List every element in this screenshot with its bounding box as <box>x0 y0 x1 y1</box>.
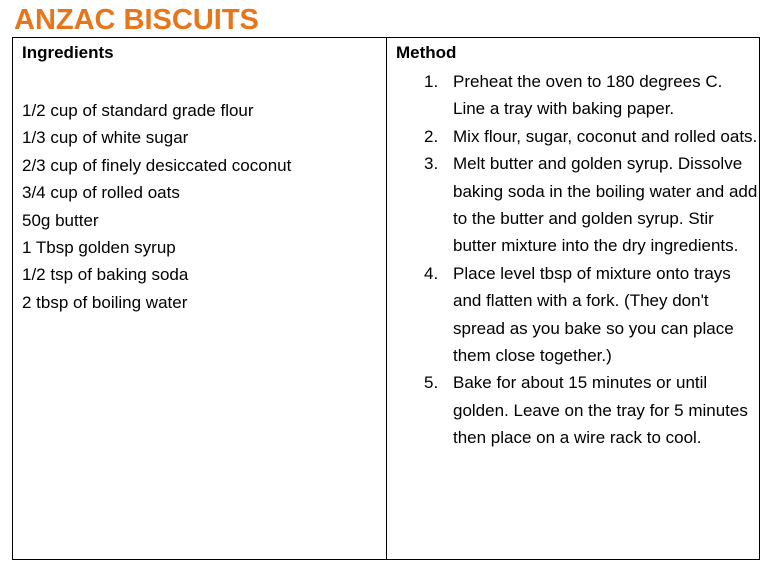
ingredient-item: 50g butter <box>22 210 99 230</box>
method-steps-list <box>396 68 759 452</box>
method-step <box>396 369 759 451</box>
step-number: 2. <box>424 126 439 146</box>
step-text: Preheat the oven to 180 degrees C. Line a tray with baking paper. <box>453 72 723 119</box>
method-step <box>396 260 759 370</box>
ingredient-item: 1/3 cup of white sugar <box>22 128 189 148</box>
ingredient-item: 1/2 cup of standard grade flour <box>22 101 254 120</box>
step-text: Melt butter and golden syrup. Dissolve baking soda in the boiling water and add to the butter and golden syrup. Stir butter mixture into the dry ingredients. <box>453 154 758 256</box>
step-text: Place level tbsp of mixture onto trays and flatten with a fork. (They don't spread as you bake so you can place them close together.) <box>453 263 734 366</box>
step-text: Mix flour, sugar, coconut and rolled oats. <box>453 126 758 146</box>
ingredient-item: 1/2 tsp of baking soda <box>22 265 189 285</box>
step-number: 4. <box>424 263 439 283</box>
ingredient-item: 3/4 cup of rolled oats <box>22 183 180 203</box>
method-heading: Method <box>396 43 457 62</box>
step-number: 1. <box>424 72 439 91</box>
step-text: Bake for about 15 minutes or until golden. Leave on the tray for 5 minutes then place on a wire rack to cool. <box>453 373 748 448</box>
step-number: 5. <box>424 373 439 393</box>
method-step <box>396 123 759 150</box>
method-step <box>396 68 759 123</box>
ingredients-column <box>13 38 387 559</box>
ingredient-item: 2 tbsp of boiling water <box>22 292 188 312</box>
recipe-title: ANZAC BISCUITS <box>14 4 259 36</box>
recipe-table <box>12 37 760 560</box>
ingredients-list <box>22 97 386 316</box>
method-column <box>387 38 759 559</box>
method-step <box>396 150 759 260</box>
step-number: 3. <box>424 154 439 174</box>
ingredients-heading: Ingredients <box>22 43 114 62</box>
ingredient-item: 2/3 cup of finely desiccated coconut <box>22 155 292 175</box>
ingredient-item: 1 Tbsp golden syrup <box>22 238 176 258</box>
